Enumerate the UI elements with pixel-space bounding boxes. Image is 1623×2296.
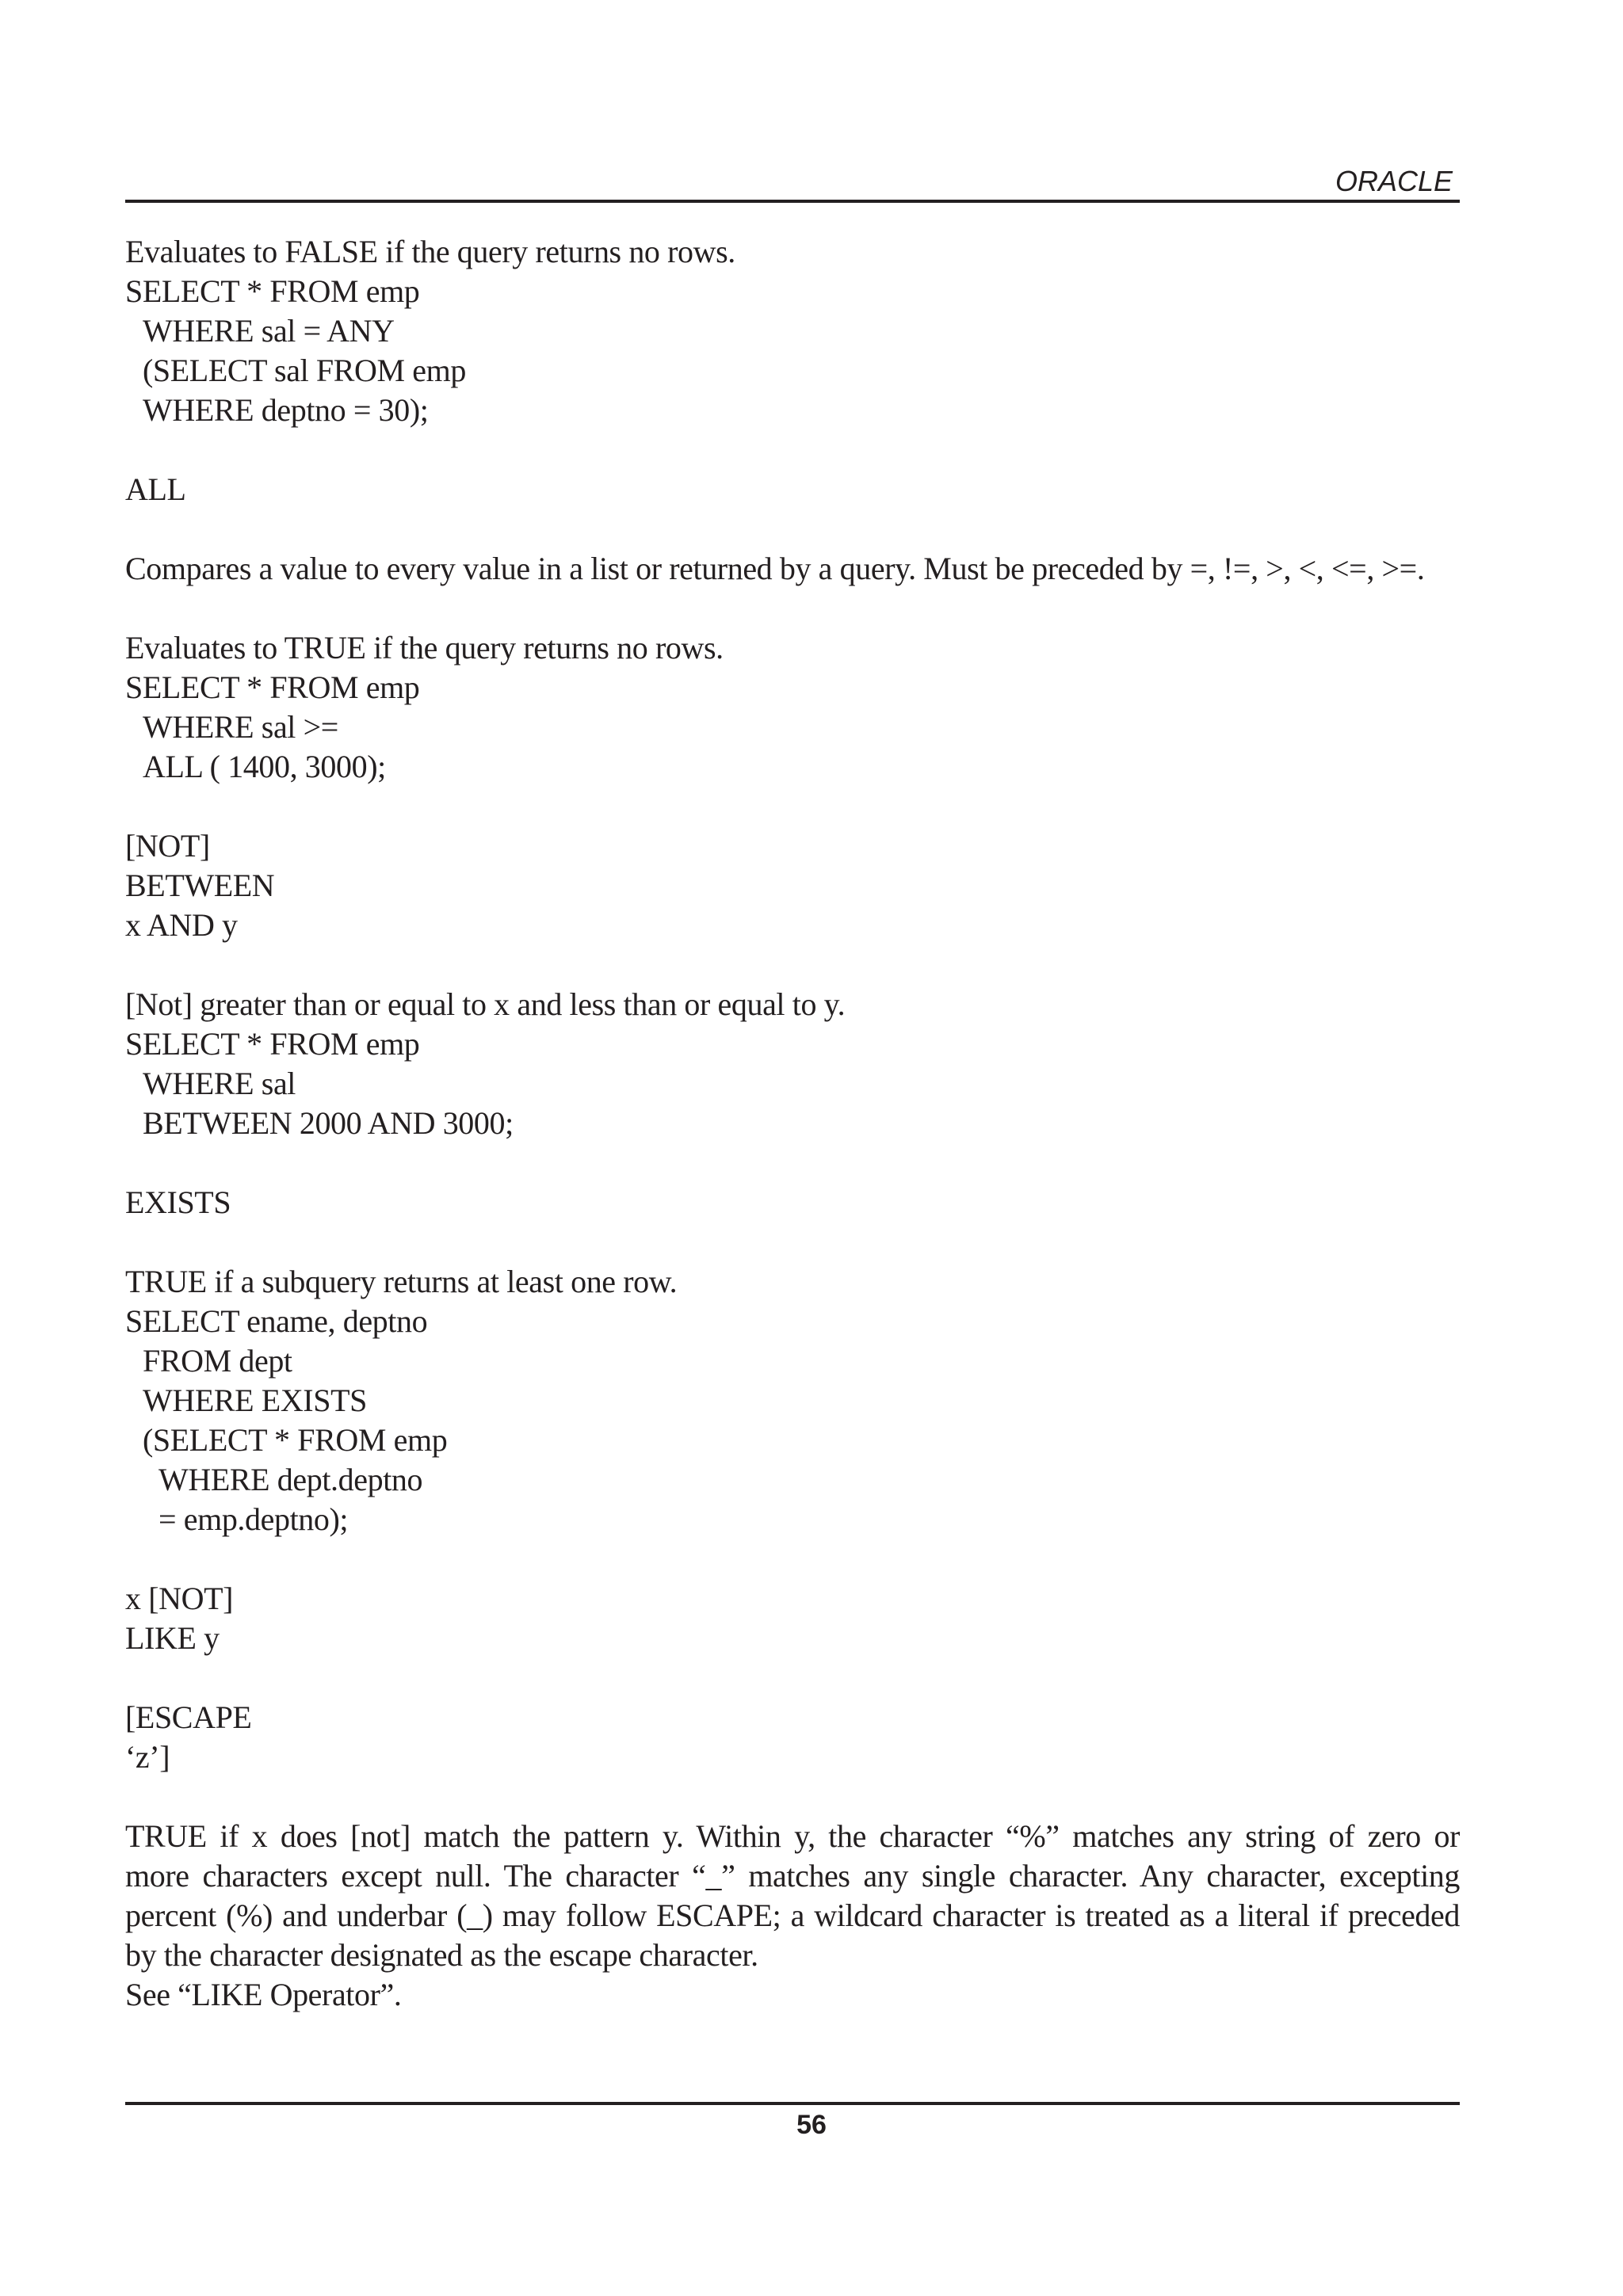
blank-line [125, 1222, 1460, 1262]
header-rule [125, 200, 1460, 203]
text-line: BETWEEN 2000 AND 3000; [143, 1105, 514, 1141]
text-line: ALL [125, 471, 186, 507]
text-line: Evaluates to FALSE if the query returns no rows. [125, 234, 735, 269]
text-line: Evaluates to TRUE if the query returns no rows. [125, 630, 724, 666]
blank-line [125, 1539, 1460, 1579]
text-line: percent (%) and underbar (_) may follow ESCAPE; a wildcard character is treated as a literal if preceded [125, 1897, 1460, 1933]
text-line: (SELECT sal FROM emp [143, 353, 466, 388]
text-line: WHERE deptno = 30); [143, 392, 429, 428]
blank-line [125, 1777, 1460, 1817]
text-line: [NOT] [125, 828, 210, 864]
text-line: SELECT * FROM emp [125, 1026, 420, 1062]
text-line: by the character designated as the escape character. [125, 1937, 758, 1973]
blank-line [125, 1143, 1460, 1183]
text-line: = emp.deptno); [158, 1501, 349, 1537]
text-line: ALL ( 1400, 3000); [143, 749, 386, 784]
running-header: ORACLE [1335, 165, 1453, 197]
text-line: x [NOT] [125, 1581, 234, 1616]
blank-line [125, 1658, 1460, 1698]
text-line: TRUE if a subquery returns at least one row. [125, 1264, 678, 1299]
text-line: Compares a value to every value in a list or returned by a query. Must be preceded by =, !=, >, <, <=, >=. [125, 551, 1425, 586]
text-line: WHERE sal >= [143, 709, 338, 745]
blank-line [125, 787, 1460, 826]
text-line: FROM dept [143, 1343, 292, 1379]
text-line: more characters except null. The character “_” matches any single character. Any character, excepting [125, 1858, 1460, 1894]
text-line: See “LIKE Operator”. [125, 1977, 402, 2012]
blank-line [125, 509, 1460, 549]
text-line: LIKE y [125, 1620, 220, 1656]
text-line: x AND y [125, 907, 238, 943]
page-body [125, 232, 1460, 2015]
text-line: SELECT ename, deptno [125, 1303, 428, 1339]
text-line: (SELECT * FROM emp [143, 1422, 448, 1458]
text-line: TRUE if x does [not] match the pattern y. Within y, the character “%” matches any string of zero or [125, 1818, 1460, 1854]
blank-line [125, 430, 1460, 470]
text-line: SELECT * FROM emp [125, 273, 420, 309]
text-line: [ESCAPE [125, 1699, 252, 1735]
text-line: WHERE EXISTS [143, 1383, 367, 1418]
page-number: 56 [796, 2110, 827, 2140]
blank-line [125, 945, 1460, 985]
text-line: EXISTS [125, 1184, 231, 1220]
text-line: BETWEEN [125, 868, 275, 903]
text-line: SELECT * FROM emp [125, 669, 420, 705]
text-line: [Not] greater than or equal to x and less than or equal to y. [125, 986, 846, 1022]
text-line: WHERE dept.deptno [158, 1462, 423, 1497]
text-line: ‘z’] [125, 1739, 170, 1775]
text-line: WHERE sal = ANY [143, 313, 395, 349]
text-line: WHERE sal [143, 1066, 296, 1101]
blank-line [125, 589, 1460, 628]
footer-rule [125, 2102, 1460, 2105]
